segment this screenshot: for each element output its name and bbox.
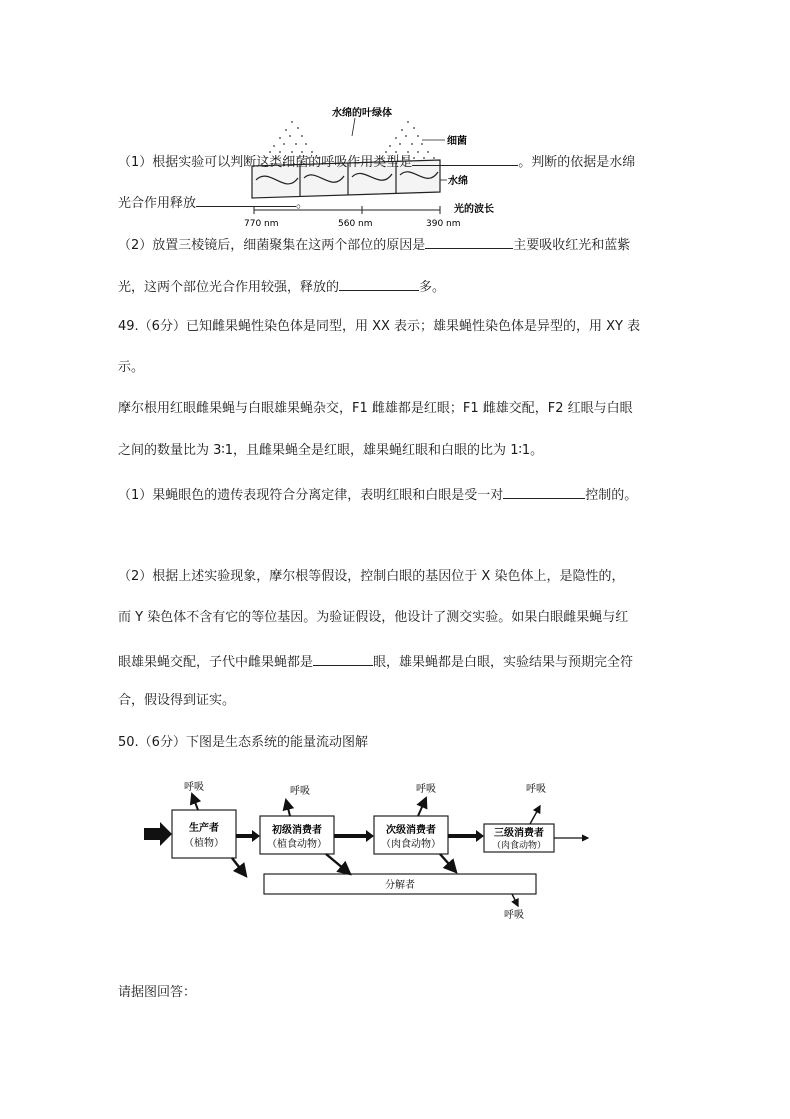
q48-p1-line1 xyxy=(118,153,635,169)
respiration-label-2: 呼吸 xyxy=(290,786,310,797)
flow-arrow-2 xyxy=(334,830,374,842)
q50-header: 50.（6分）下图是生态系统的能量流动图解 xyxy=(118,735,368,750)
answer-blank[interactable] xyxy=(425,236,513,249)
q48-p2-line2 xyxy=(118,278,445,294)
respiration-label-4: 呼吸 xyxy=(526,784,546,795)
tertiary-sub: （肉食动物） xyxy=(491,841,547,851)
label-spirogyra: 水绵 xyxy=(448,176,468,187)
flow-arrow-3 xyxy=(448,830,484,842)
q48-p2-line1 xyxy=(118,236,630,252)
q49-p2-line3 xyxy=(118,653,633,669)
decomposer-arrow-2 xyxy=(326,854,350,874)
label-wavelength: 光的波长 xyxy=(454,204,494,215)
respiration-arrow-1 xyxy=(192,794,198,810)
label-bacteria: 细菌 xyxy=(447,136,467,147)
secondary-sub: （肉食动物） xyxy=(381,839,441,850)
q48-p1-text-c: 光合作用释放 xyxy=(118,196,197,211)
q49-para1-line2: 之间的数量比为 3∶1，且雌果蝇全是红眼，雄果蝇红眼和白眼的比为 1∶1。 xyxy=(118,443,544,458)
respiration-label-3: 呼吸 xyxy=(416,784,436,795)
energy-flow-diagram xyxy=(140,772,600,922)
producer-label: 生产者 xyxy=(189,823,219,834)
q49-p2-line2: 而 Y 染色体不含有它的等位基因。为验证假设，他设计了测交实验。如果白眼雌果蝇与红 xyxy=(118,610,629,625)
q49-p1-text-b: 控制的。 xyxy=(585,488,638,503)
q48-p1-text-b: 。判断的依据是水绵 xyxy=(518,155,636,170)
q48-p1-text-d: 。 xyxy=(296,196,310,211)
respiration-arrow-2 xyxy=(286,800,290,816)
q49-header-cont: 示。 xyxy=(118,360,145,375)
producer-box xyxy=(172,810,236,858)
decomposer-arrow-3 xyxy=(440,854,456,872)
q48-p2-text-c: 光，这两个部位光合作用较强，释放的 xyxy=(118,280,340,295)
q49-p2-line1: （2）根据上述实验现象，摩尔根等假设，控制白眼的基因位于 X 染色体上，是隐性的， xyxy=(118,569,625,584)
decomposer-label: 分解者 xyxy=(385,880,415,891)
q48-p2-text-a: （2）放置三棱镜后，细菌聚集在这两个部位的原因是 xyxy=(118,238,426,253)
answer-blank[interactable] xyxy=(503,486,585,499)
answer-blank[interactable] xyxy=(339,278,419,291)
tick-560: 560 nm xyxy=(338,219,373,229)
respiration-arrow-3 xyxy=(418,798,426,816)
q49-p1-line xyxy=(118,486,637,502)
sunlight-input-arrow xyxy=(144,822,172,846)
tertiary-label: 三级消费者 xyxy=(494,828,544,839)
answer-blank[interactable] xyxy=(196,194,296,207)
q49-para1-line1: 摩尔根用红眼雌果蝇与白眼雄果蝇杂交，F1 雌雄都是红眼；F1 雌雄交配，F2 红眼与白眼 xyxy=(118,401,633,416)
primary-sub: （植食动物） xyxy=(267,839,327,850)
respiration-arrow-5 xyxy=(512,894,518,906)
producer-sub: （植物） xyxy=(184,838,224,849)
q48-p2-text-d: 多。 xyxy=(419,280,446,295)
q48-p2-text-b: 主要吸收红光和蓝紫 xyxy=(513,238,631,253)
answer-blank[interactable] xyxy=(313,653,373,666)
respiration-arrow-4 xyxy=(530,806,540,824)
flow-arrow-1 xyxy=(236,830,260,842)
answer-blank[interactable] xyxy=(412,153,518,166)
q48-p1-line2 xyxy=(118,194,309,210)
secondary-label: 次级消费者 xyxy=(386,825,436,836)
q49-header: 49.（6分）已知雌果蝇性染色体是同型，用 XX 表示；雄果蝇性染色体是异型的，用 XY 表 xyxy=(118,319,641,334)
q49-p1-text-a: （1）果蝇眼色的遗传表现符合分离定律，表明红眼和白眼是受一对 xyxy=(118,488,504,503)
q49-p2-text-a: 眼雄果蝇交配，子代中雌果蝇都是 xyxy=(118,655,314,670)
respiration-label-1: 呼吸 xyxy=(184,782,204,793)
q50-answer-prompt: 请据图回答： xyxy=(118,985,197,1000)
decomposer-arrow-1 xyxy=(232,858,246,876)
q48-p1-text-a: （1）根据实验可以判断这类细菌的呼吸作用类型是 xyxy=(118,155,413,170)
q49-p2-text-b: 眼，雄果蝇都是白眼，实验结果与预期完全符 xyxy=(373,655,634,670)
q49-p2-line4: 合，假设得到证实。 xyxy=(118,693,236,708)
primary-label: 初级消费者 xyxy=(272,825,322,836)
tick-390: 390 nm xyxy=(426,219,461,229)
label-chloroplast: 水绵的叶绿体 xyxy=(332,108,392,119)
tick-770: 770 nm xyxy=(244,219,279,229)
respiration-label-5: 呼吸 xyxy=(504,910,524,921)
